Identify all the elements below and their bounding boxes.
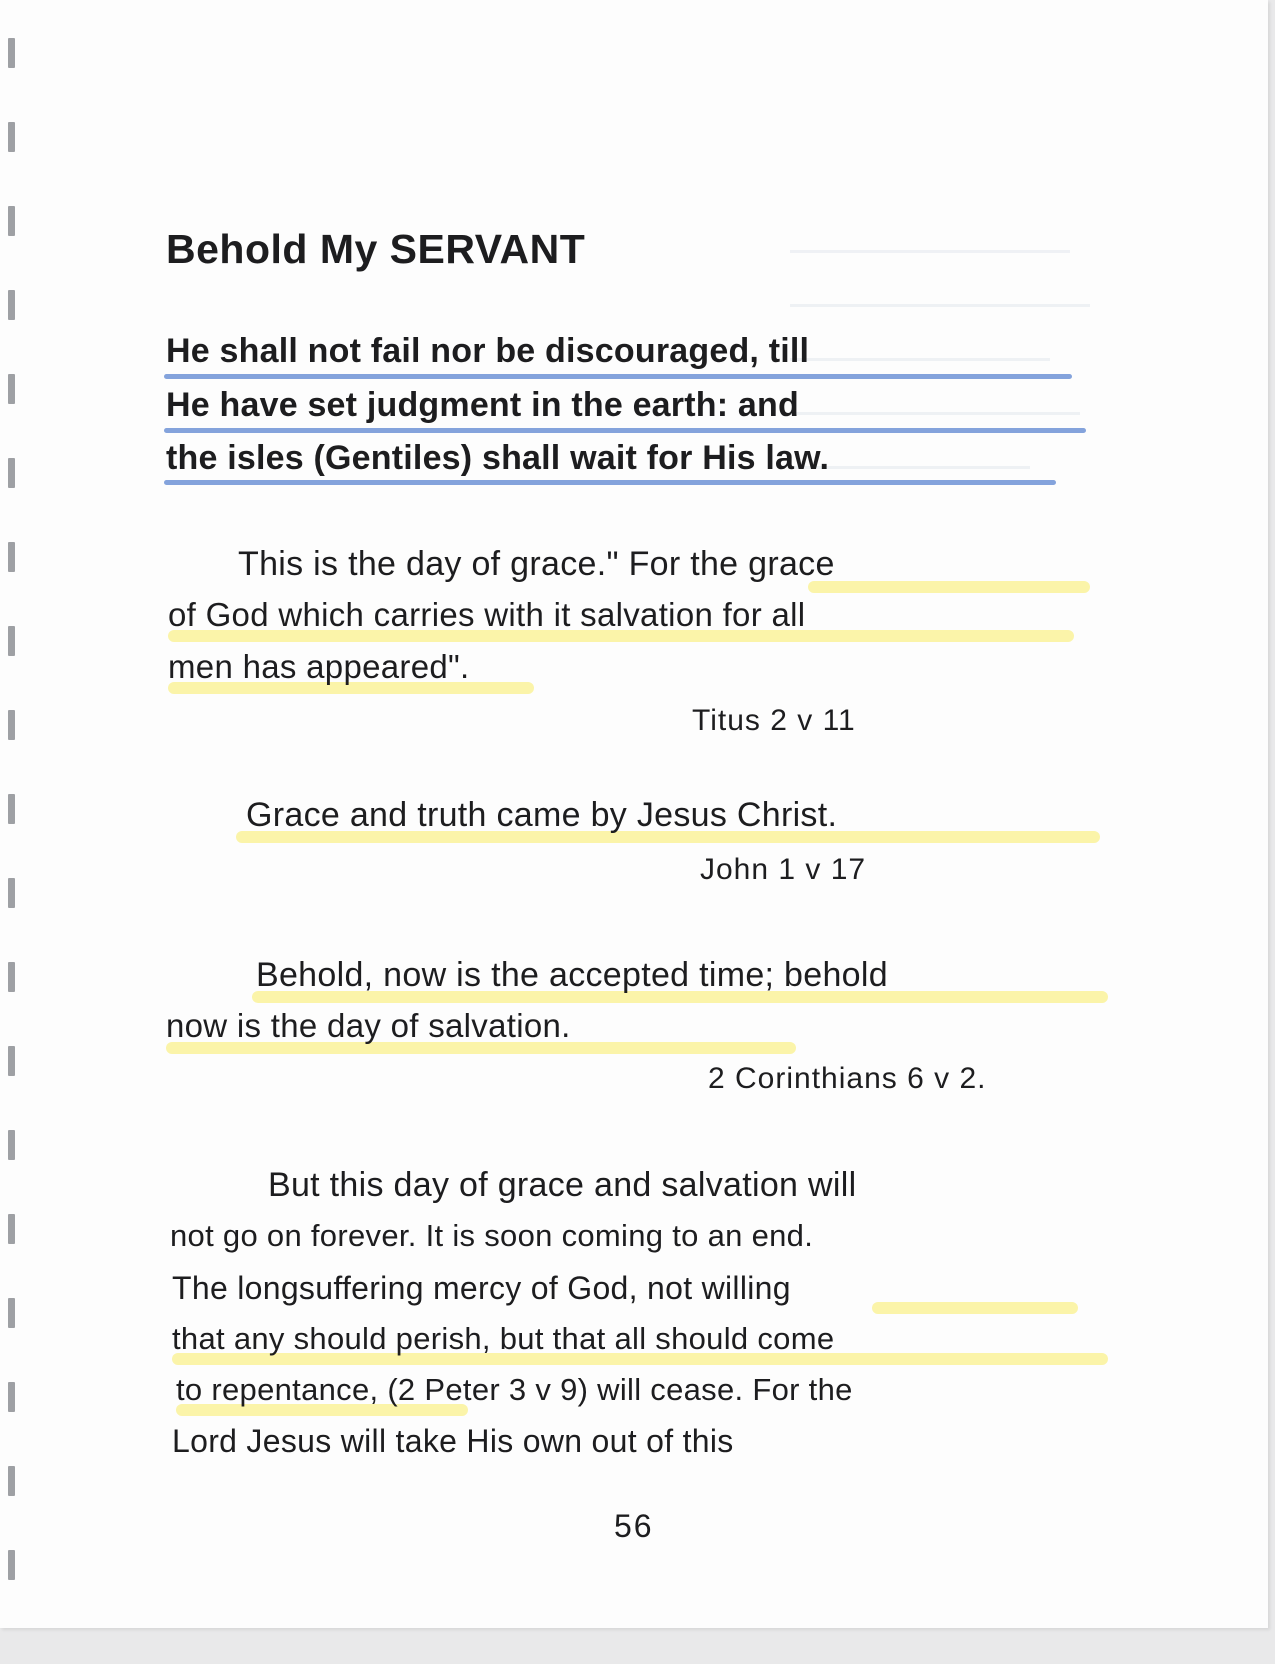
paragraph-line: The longsuffering mercy of God, not willing (172, 1270, 791, 1306)
page-title: Behold My SERVANT (166, 226, 586, 272)
yellow-highlight (808, 581, 1090, 593)
binding-hole (8, 542, 15, 572)
page-number: 56 (614, 1508, 654, 1544)
paragraph-line: to repentance, (2 Peter 3 v 9) will cease. For the (176, 1372, 853, 1407)
paragraph-line: Grace and truth came by Jesus Christ. (246, 796, 838, 834)
binding-hole (8, 290, 15, 320)
binding-hole (8, 122, 15, 152)
blue-underline (164, 480, 1056, 485)
paragraph-line: of God which carries with it salvation for all (168, 596, 806, 633)
binding-hole (8, 878, 15, 908)
scripture-reference: Titus 2 v 11 (692, 704, 856, 737)
yellow-highlight (872, 1302, 1078, 1314)
binding-hole (8, 1046, 15, 1076)
bleed-through-texture (790, 230, 1110, 500)
binding-hole (8, 794, 15, 824)
blue-underline (164, 374, 1072, 379)
binding-hole (8, 374, 15, 404)
binding-hole (8, 458, 15, 488)
paragraph-line: now is the day of salvation. (166, 1007, 571, 1044)
binding-hole (8, 1466, 15, 1496)
verse-line: the isles (Gentiles) shall wait for His law. (166, 439, 830, 477)
paragraph-line: that any should perish, but that all should come (172, 1321, 835, 1356)
paragraph-line: Lord Jesus will take His own out of this (172, 1423, 734, 1459)
binding-hole (8, 962, 15, 992)
binding-hole (8, 1550, 15, 1580)
binding-hole (8, 206, 15, 236)
scripture-reference: 2 Corinthians 6 v 2. (708, 1062, 987, 1095)
binding-hole (8, 38, 15, 68)
binding-hole (8, 1382, 15, 1412)
paragraph-line: men has appeared". (168, 648, 470, 685)
binding-hole (8, 1130, 15, 1160)
paragraph-line: This is the day of grace." For the grace (238, 545, 835, 583)
paragraph-line: not go on forever. It is soon coming to an end. (170, 1218, 814, 1253)
paragraph-line: But this day of grace and salvation will (268, 1166, 857, 1204)
binding-hole (8, 1214, 15, 1244)
verse-line: He have set judgment in the earth: and (166, 386, 799, 424)
binding-hole (8, 710, 15, 740)
scripture-reference: John 1 v 17 (700, 853, 867, 886)
binding-hole (8, 626, 15, 656)
blue-underline (164, 428, 1086, 433)
binding-hole (8, 1298, 15, 1328)
paragraph-line: Behold, now is the accepted time; behold (256, 956, 888, 994)
verse-line: He shall not fail nor be discouraged, till (166, 332, 810, 370)
spiral-binding-holes (8, 0, 22, 1628)
